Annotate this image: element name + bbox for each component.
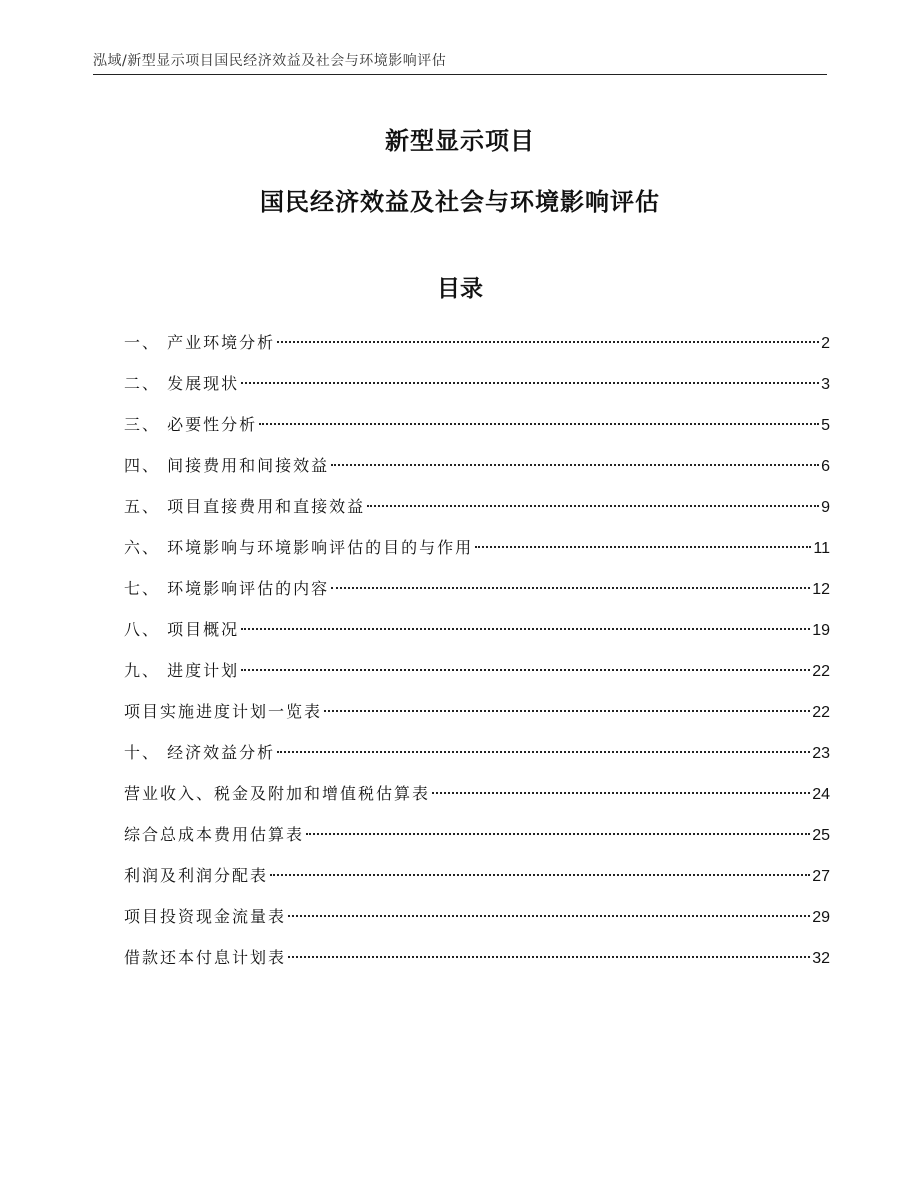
toc-entry-title: 二、 发展现状 (124, 374, 240, 393)
toc-link-1[interactable] (124, 322, 830, 363)
toc-link-14[interactable] (124, 855, 830, 896)
toc-dot-leader (288, 956, 810, 958)
toc-dot-leader (331, 587, 810, 589)
toc-entry-title: 五、 项目直接费用和直接效益 (124, 497, 366, 516)
toc-entry (124, 732, 830, 773)
toc-link-2[interactable] (124, 363, 830, 404)
toc-entry-title: 六、 环境影响与环境影响评估的目的与作用 (124, 538, 474, 557)
toc-entry-title: 综合总成本费用估算表 (124, 825, 305, 844)
toc-dot-leader (288, 915, 810, 917)
toc-link-6[interactable] (124, 527, 830, 568)
toc-page-number: 12 (812, 581, 830, 598)
toc-link-13[interactable] (124, 814, 830, 855)
toc-dot-leader (306, 833, 810, 835)
toc-dot-leader (277, 341, 819, 343)
toc-dot-leader (270, 874, 810, 876)
toc-dot-leader (241, 382, 819, 384)
toc-entry-title: 八、 项目概况 (124, 620, 240, 639)
toc-page-number: 24 (812, 786, 830, 803)
toc-link-9[interactable] (124, 650, 830, 691)
toc-dot-leader (475, 546, 811, 548)
toc-entry (124, 773, 830, 814)
toc-link-15[interactable] (124, 896, 830, 937)
toc-entry-title: 三、 必要性分析 (124, 415, 258, 434)
toc-page-number: 11 (813, 540, 830, 557)
toc-link-7[interactable] (124, 568, 830, 609)
toc-link-11[interactable] (124, 732, 830, 773)
toc-entry (124, 609, 830, 650)
toc-dot-leader (432, 792, 810, 794)
toc-dot-leader (241, 628, 810, 630)
document-title-line-1: 新型显示项目 (385, 127, 535, 155)
toc-page-number: 25 (812, 827, 830, 844)
toc-entry (124, 650, 830, 691)
toc-entry (124, 568, 830, 609)
toc-link-4[interactable] (124, 445, 830, 486)
toc-link-10[interactable] (124, 691, 830, 732)
toc-page-number: 9 (821, 499, 830, 516)
toc-dot-leader (367, 505, 819, 507)
toc-page-number: 3 (821, 376, 830, 393)
toc-dot-leader (277, 751, 810, 753)
toc-entry (124, 691, 830, 732)
document-title-line-2: 国民经济效益及社会与环境影响评估 (260, 188, 660, 216)
toc-entry-title: 营业收入、税金及附加和增值税估算表 (124, 784, 431, 803)
toc-page-number: 27 (812, 868, 830, 885)
toc-entry (124, 404, 830, 445)
toc-page-number: 22 (812, 704, 830, 721)
toc-entry-title: 利润及利润分配表 (124, 866, 269, 885)
toc-entry-title: 项目实施进度计划一览表 (124, 702, 323, 721)
toc-page-number: 2 (821, 335, 830, 352)
toc-link-3[interactable] (124, 404, 830, 445)
header-divider (93, 74, 827, 75)
toc-entry-title: 借款还本付息计划表 (124, 948, 287, 967)
toc-entry (124, 486, 830, 527)
toc-entry (124, 937, 830, 978)
toc-link-5[interactable] (124, 486, 830, 527)
toc-entry-title: 一、 产业环境分析 (124, 333, 276, 352)
toc-entry-title: 十、 经济效益分析 (124, 743, 276, 762)
toc-page-number: 23 (812, 745, 830, 762)
toc-page-number: 32 (812, 950, 830, 967)
toc-entry-title: 四、 间接费用和间接效益 (124, 456, 330, 475)
toc-dot-leader (331, 464, 819, 466)
toc-page-number: 22 (812, 663, 830, 680)
toc-dot-leader (259, 423, 819, 425)
toc-page-number: 5 (821, 417, 830, 434)
toc-page-number: 19 (812, 622, 830, 639)
table-of-contents (124, 322, 830, 978)
toc-entry (124, 814, 830, 855)
toc-entry (124, 855, 830, 896)
running-header: 泓域/新型显示项目国民经济效益及社会与环境影响评估 (93, 53, 447, 69)
toc-entry (124, 896, 830, 937)
toc-entry-title: 七、 环境影响评估的内容 (124, 579, 330, 598)
toc-page-number: 29 (812, 909, 830, 926)
toc-dot-leader (241, 669, 810, 671)
toc-entry (124, 527, 830, 568)
toc-entry-title: 项目投资现金流量表 (124, 907, 287, 926)
toc-dot-leader (324, 710, 810, 712)
toc-entry (124, 322, 830, 363)
toc-entry (124, 445, 830, 486)
toc-page-number: 6 (821, 458, 830, 475)
toc-heading: 目录 (437, 276, 483, 302)
toc-link-8[interactable] (124, 609, 830, 650)
toc-entry (124, 363, 830, 404)
toc-link-12[interactable] (124, 773, 830, 814)
toc-link-16[interactable] (124, 937, 830, 978)
toc-entry-title: 九、 进度计划 (124, 661, 240, 680)
